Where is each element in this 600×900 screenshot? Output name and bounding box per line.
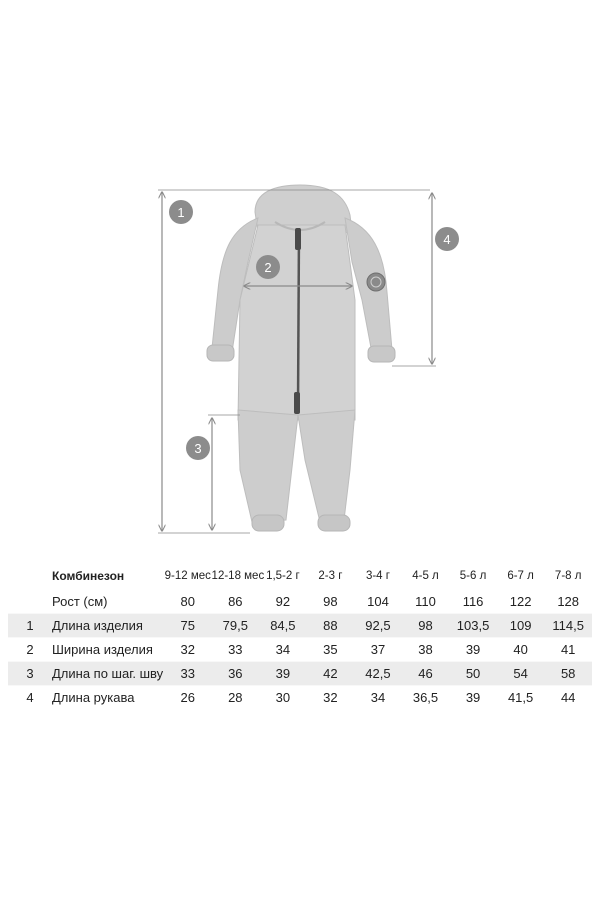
size-header: 5-6 л xyxy=(459,570,487,582)
svg-text:2: 2 xyxy=(264,260,272,275)
table-cell: 46 xyxy=(402,662,450,686)
table-cell: 40 xyxy=(513,642,528,657)
left-cuff xyxy=(207,345,234,361)
table-cell: 42,5 xyxy=(354,662,402,686)
table-cell: 28 xyxy=(228,690,243,705)
table-cell: 30 xyxy=(275,690,291,705)
marker-1 xyxy=(169,200,193,224)
table-row xyxy=(8,686,592,710)
table-row xyxy=(8,614,592,638)
row-number xyxy=(8,590,52,614)
table-cell: 39 xyxy=(465,690,481,705)
marker-4 xyxy=(435,227,459,251)
row-number: 2 xyxy=(26,642,34,657)
size-header: 1,5-2 г xyxy=(266,570,300,582)
table-cell: 109 xyxy=(497,614,545,638)
left-leg-cuff xyxy=(252,515,284,531)
table-cell: 38 xyxy=(418,642,433,657)
svg-text:3: 3 xyxy=(194,441,202,456)
row-number: 1 xyxy=(8,614,52,638)
right-cuff xyxy=(368,346,395,362)
zipper xyxy=(298,228,299,408)
table-cell: 33 xyxy=(228,642,243,657)
table-cell: 79,5 xyxy=(212,614,260,638)
table-cell: 128 xyxy=(557,594,580,609)
size-header: 7-8 л xyxy=(554,570,582,582)
table-cell: 58 xyxy=(544,662,592,686)
svg-text:1: 1 xyxy=(177,205,185,220)
marker-3 xyxy=(186,436,210,460)
table-cell: 98 xyxy=(323,594,338,609)
row-label: Длина изделия xyxy=(52,614,164,638)
table-cell: 32 xyxy=(180,642,195,657)
table-cell: 80 xyxy=(180,594,195,609)
table-cell: 44 xyxy=(560,690,576,705)
right-leg xyxy=(298,410,355,522)
table-cell: 84,5 xyxy=(259,614,307,638)
table-cell: 92,5 xyxy=(354,614,402,638)
table-cell: 110 xyxy=(415,594,436,609)
size-header: 2-3 г xyxy=(318,570,343,582)
table-row xyxy=(8,662,592,686)
table-cell: 103,5 xyxy=(449,614,497,638)
table-cell: 33 xyxy=(164,662,212,686)
table-cell: 34 xyxy=(275,642,291,657)
table-row xyxy=(8,590,592,614)
row-label: Длина рукава xyxy=(52,690,135,705)
table-cell: 41 xyxy=(560,642,576,657)
size-header: 12-18 мес xyxy=(211,570,265,582)
jumpsuit-drawing xyxy=(207,185,395,531)
size-header: 4-5 л xyxy=(412,570,439,582)
size-header: 3-4 г xyxy=(365,570,390,582)
table-row xyxy=(8,638,592,662)
table-cell: 114,5 xyxy=(544,614,592,638)
table-cell: 86 xyxy=(228,594,243,609)
size-header-row xyxy=(8,562,592,590)
table-cell: 98 xyxy=(402,614,450,638)
right-leg-cuff xyxy=(318,515,350,531)
left-leg xyxy=(238,410,298,522)
size-chart-table xyxy=(8,562,592,709)
table-cell: 34 xyxy=(370,690,386,705)
table-cell: 42 xyxy=(307,662,355,686)
row-label: Рост (см) xyxy=(52,594,108,609)
size-header: 9-12 мес xyxy=(164,570,211,582)
body xyxy=(238,225,355,420)
table-title: Комбинезон xyxy=(52,569,125,583)
header-spacer xyxy=(8,562,52,590)
svg-text:4: 4 xyxy=(443,232,451,247)
table-cell: 92 xyxy=(275,594,291,609)
table-cell: 36,5 xyxy=(412,690,439,705)
row-number: 4 xyxy=(26,690,34,705)
table-cell: 37 xyxy=(370,642,386,657)
row-number: 3 xyxy=(8,662,52,686)
table-cell: 104 xyxy=(367,594,389,609)
measure-line-3 xyxy=(208,415,240,530)
table-cell: 39 xyxy=(465,642,481,657)
table-cell: 39 xyxy=(259,662,307,686)
zipper-pull-top xyxy=(295,228,301,250)
size-table-body xyxy=(8,590,592,709)
zipper-pull-bottom xyxy=(294,392,300,414)
table-cell: 54 xyxy=(497,662,545,686)
table-cell: 50 xyxy=(449,662,497,686)
table-cell: 26 xyxy=(180,690,195,705)
table-cell: 88 xyxy=(307,614,355,638)
table-cell: 36 xyxy=(212,662,260,686)
size-header: 6-7 л xyxy=(507,570,534,582)
table-cell: 32 xyxy=(323,690,338,705)
marker-2 xyxy=(256,255,280,279)
table-cell: 116 xyxy=(462,594,484,609)
row-label: Ширина изделия xyxy=(52,642,153,657)
sleeve-badge-icon xyxy=(367,273,385,291)
table-cell: 75 xyxy=(164,614,212,638)
table-cell: 35 xyxy=(323,642,338,657)
row-label: Длина по шаг. шву xyxy=(52,662,164,686)
measure-line-4 xyxy=(392,193,436,366)
table-cell: 122 xyxy=(509,594,532,609)
table-cell: 41,5 xyxy=(507,690,534,705)
